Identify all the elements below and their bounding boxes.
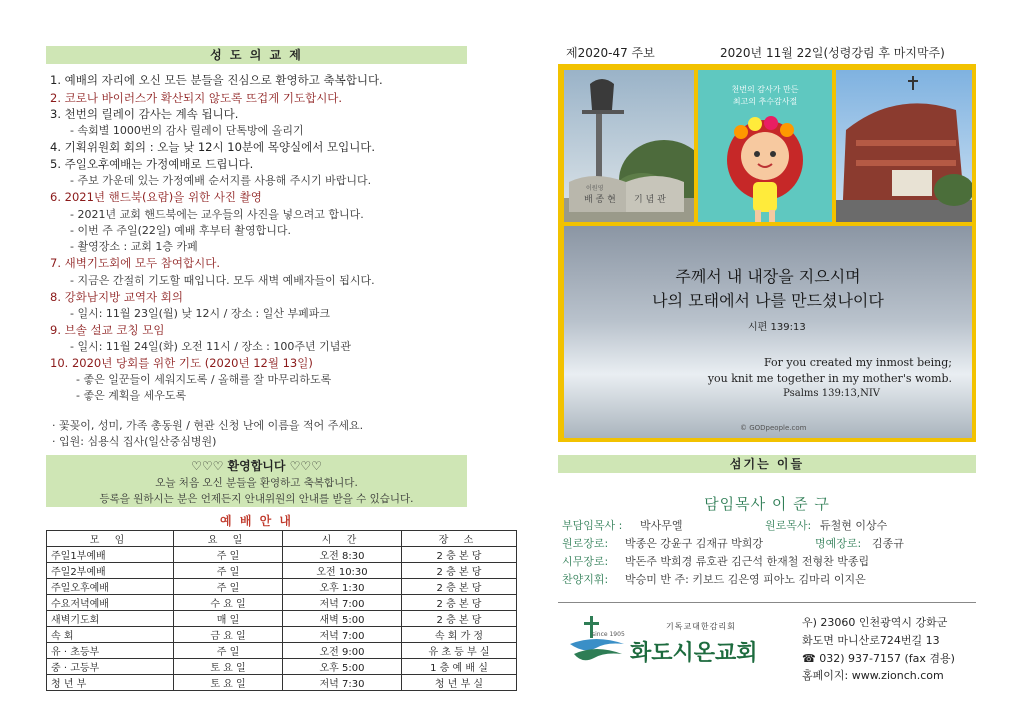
column-header: 시 간: [283, 531, 402, 547]
verse-korean-line2: 나의 모태에서 나를 만드셨나이다: [652, 291, 884, 310]
table-row: [47, 611, 517, 627]
table-cell: 오후 5:00: [283, 659, 402, 675]
assoc-pastor-label: 부담임목사 :: [562, 519, 623, 532]
table-cell: 주 일: [174, 643, 283, 659]
table-cell: 금 요 일: [174, 627, 283, 643]
address-line1: 우) 23060 인천광역시 강화군: [802, 616, 948, 629]
list-item: 2. 코로나 바이러스가 확산되지 않도록 뜨겁게 기도합시다.: [50, 91, 343, 105]
list-item: - 속회별 1000번의 감사 릴레이 단톡방에 올리기: [70, 124, 304, 137]
table-cell: 주 일: [174, 579, 283, 595]
table-cell: 2 층 본 당: [402, 595, 517, 611]
table-cell: 토 요 일: [174, 659, 283, 675]
active-elders-names: 박돈주 박희경 류호관 김근석 한재철 전형찬 박종립: [625, 555, 870, 568]
table-cell: 새벽 5:00: [283, 611, 402, 627]
website[interactable]: 홈페이지: www.zionch.com: [802, 669, 944, 682]
column-header: 요 일: [174, 531, 283, 547]
table-cell: 2 층 본 당: [402, 611, 517, 627]
verse-english-line2: you knit me together in my mother's womb.: [707, 372, 952, 385]
table-cell: 주일1부예배: [47, 547, 174, 563]
active-elders-label: 시무장로:: [562, 555, 609, 568]
list-item: 6. 2021년 핸드북(요람)을 위한 사진 촬영: [50, 190, 262, 204]
note-flowers: · 꽃꽂이, 성미, 가족 총동원 / 현관 신청 난에 이름을 적어 주세요.: [52, 419, 364, 432]
servants-title-bar: [558, 455, 976, 473]
fellowship-title-bar: [46, 46, 467, 64]
divider: [558, 602, 976, 603]
verse-korean-line1: 주께서 내 내장을 지으시며: [675, 267, 861, 286]
table-cell: 유 · 초등부: [47, 643, 174, 659]
table-cell: 속 회 가 정: [402, 627, 517, 643]
church-building-photo: [836, 70, 972, 222]
phone: ☎ 032) 937-7157 (fax 겸용): [802, 652, 955, 665]
church-logo-icon: [566, 614, 628, 666]
table-cell: 새벽기도회: [47, 611, 174, 627]
table-row: [47, 595, 517, 611]
verse-english-line1: For you created my inmost being;: [763, 356, 952, 369]
table-cell: 2 층 본 당: [402, 547, 517, 563]
list-item: - 좋은 일꾼들이 세워지도록 / 올해를 잘 마무리하도록: [76, 373, 332, 386]
table-cell: 청 년 부: [47, 675, 174, 691]
choir-label: 찬양지휘:: [562, 573, 609, 586]
list-item: - 일시: 11월 24일(화) 오전 11시 / 장소 : 100주년 기념관: [70, 340, 352, 353]
table-cell: 저녁 7:00: [283, 627, 402, 643]
table-cell: 청 년 부 실: [402, 675, 517, 691]
elders-names: 박종은 강윤구 김재규 박희강: [625, 537, 764, 550]
table-cell: 2 층 본 당: [402, 563, 517, 579]
table-cell: 수요저녁예배: [47, 595, 174, 611]
table-cell: 저녁 7:30: [283, 675, 402, 691]
issue-date: 2020년 11월 22일(성령강림 후 마지막주): [720, 46, 945, 60]
verse-ref-english: Psalms 139:13,NIV: [783, 388, 880, 399]
list-item: - 좋은 계획을 세우도록: [76, 389, 187, 402]
list-item: 1. 예배의 자리에 오신 모든 분들을 진심으로 환영하고 축복합니다.: [50, 73, 383, 87]
table-row: [47, 659, 517, 675]
table-cell: 오전 10:30: [283, 563, 402, 579]
list-item: - 일시: 11월 23일(월) 낮 12시 / 장소 : 일산 부페파크: [70, 307, 331, 320]
table-row: [47, 627, 517, 643]
honorary-elder-label: 명예장로:: [815, 537, 862, 550]
table-cell: 오후 1:30: [283, 579, 402, 595]
table-row: [47, 643, 517, 659]
table-cell: 2 층 본 당: [402, 579, 517, 595]
table-cell: 주일2부예배: [47, 563, 174, 579]
table-cell: 저녁 7:00: [283, 595, 402, 611]
list-item: - 이번 주 주일(22일) 예배 후부터 촬영합니다.: [70, 224, 292, 237]
fellowship-title: 성 도 의 교 제: [210, 48, 303, 62]
list-item: - 지금은 간절히 기도할 때입니다. 모두 새벽 예배자들이 됩시다.: [70, 274, 375, 287]
table-cell: 토 요 일: [174, 675, 283, 691]
girl-illustration: [715, 110, 815, 222]
list-item: 7. 새벽기도회에 모두 참여합시다.: [50, 256, 221, 270]
card-text-1: 천번의 감사가 만든: [731, 85, 799, 94]
table-header-row: [47, 531, 517, 547]
welcome-line1: 오늘 처음 오신 분들을 환영하고 축복합니다.: [155, 477, 358, 489]
welcome-line2: 등록을 원하시는 분은 언제든지 안내위원의 안내를 받을 수 있습니다.: [99, 493, 414, 505]
verse-panel: [564, 226, 972, 438]
table-row: [47, 579, 517, 595]
table-cell: 오전 8:30: [283, 547, 402, 563]
table-cell: 오전 9:00: [283, 643, 402, 659]
denomination: 기독교대한감리회: [666, 622, 736, 631]
issue-number: 제2020-47 주보: [566, 46, 655, 60]
elder-pastor-names: 듀철현 이상수: [820, 519, 888, 532]
table-cell: 주일오후예배: [47, 579, 174, 595]
list-item: - 촬영장소 : 교회 1층 카페: [70, 240, 198, 253]
list-item: - 2021년 교회 핸드북에는 교우들의 사진을 넣으려고 합니다.: [70, 208, 364, 221]
list-item: 3. 천번의 릴레이 감사는 계속 됩니다.: [50, 107, 239, 121]
schedule-table-wrap: [46, 530, 517, 691]
list-item: - 주보 가운데 있는 가정예배 순서지를 사용해 주시기 바랍니다.: [70, 174, 372, 187]
address-line2: 화도면 마니산로724번길 13: [802, 634, 940, 647]
list-item: 5. 주일오후예배는 가정예배로 드립니다.: [50, 157, 254, 171]
stone-inscription-0: 이원영: [586, 185, 604, 192]
church-name: 화도시온교회: [630, 641, 758, 666]
table-cell: 유 초 등 부 실: [402, 643, 517, 659]
card-text-2: 최고의 추수감사절: [732, 97, 798, 106]
table-cell: 속 회: [47, 627, 174, 643]
stone-inscription-2: 기 념 관: [634, 195, 666, 205]
table-cell: 매 일: [174, 611, 283, 627]
list-item: 10. 2020년 당회를 위한 기도 (2020년 12월 13일): [50, 356, 313, 370]
schedule-table: [46, 530, 517, 691]
table-row: [47, 675, 517, 691]
choir-names: 박승미 반 주: 키보드 김은영 피아노 김마리 이지은: [625, 573, 866, 586]
verse-ref-korean: 시편 139:13: [748, 322, 806, 333]
table-row: [47, 547, 517, 563]
table-cell: 주 일: [174, 547, 283, 563]
stone-inscription-1: 배 종 현: [584, 195, 616, 205]
servants-title: 섬기는 이들: [729, 457, 805, 471]
list-item: 9. 브솔 설교 코칭 모임: [50, 323, 165, 337]
thanksgiving-card: [698, 70, 832, 222]
table-cell: 1 층 예 배 실: [402, 659, 517, 675]
since-label: since 1905: [592, 631, 625, 638]
senior-pastor: 담임목사 이 준 구: [704, 495, 830, 513]
schedule-title: 예 배 안 내: [220, 514, 293, 528]
column-header: 모 임: [47, 531, 174, 547]
table-cell: 중 · 고등부: [47, 659, 174, 675]
bell-monument-photo: [564, 70, 694, 222]
table-row: [47, 563, 517, 579]
elders-label: 원로장로:: [562, 537, 609, 550]
column-header: 장 소: [402, 531, 517, 547]
list-item: 8. 강화남지방 교역자 회의: [50, 290, 184, 304]
welcome-box: [46, 455, 467, 507]
list-item: 4. 기획위원회 회의 : 오늘 낮 12시 10분에 목양실에서 모입니다.: [50, 140, 376, 154]
assoc-pastor-name: 박사무엘: [640, 519, 683, 532]
image-credit: © GODpeople.com: [740, 424, 807, 432]
table-cell: 수 요 일: [174, 595, 283, 611]
honorary-elder-name: 김종규: [872, 537, 904, 550]
elder-pastor-label: 원로목사:: [765, 519, 812, 532]
table-cell: 주 일: [174, 563, 283, 579]
welcome-title: ♡♡♡ 환영합니다 ♡♡♡: [191, 459, 322, 473]
note-hospital: · 입원: 심용식 집사(일산중심병원): [52, 435, 217, 448]
